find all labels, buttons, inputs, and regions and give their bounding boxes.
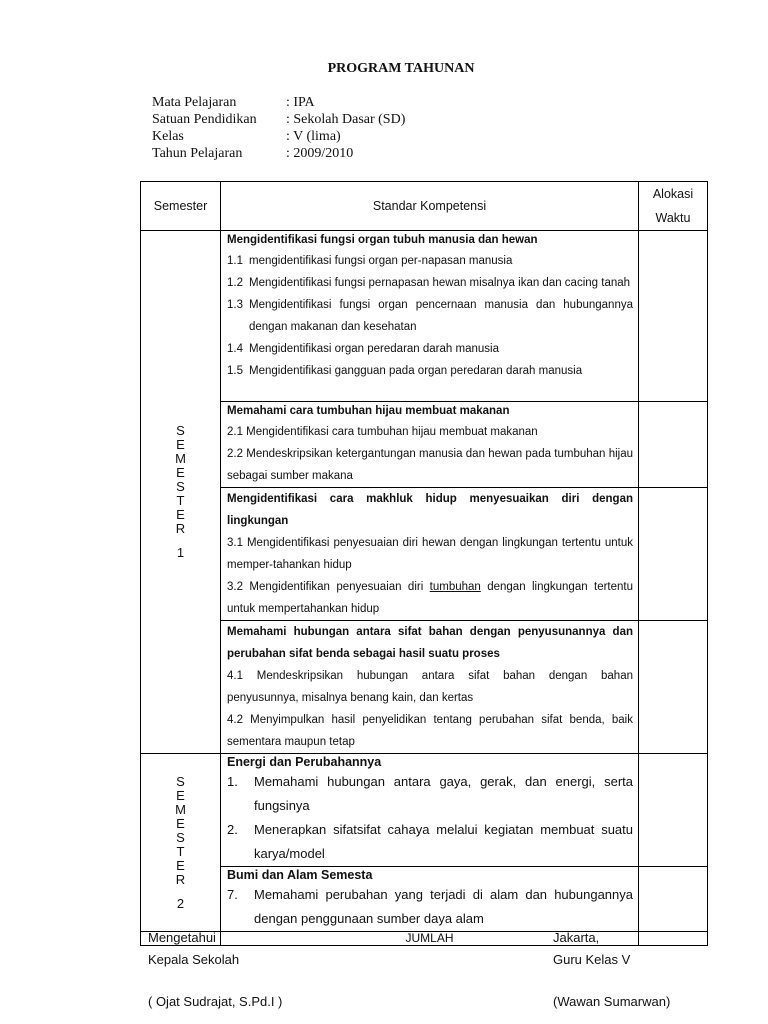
table-row (141, 754, 708, 867)
info-row-mapel (152, 94, 405, 111)
table-row (141, 402, 708, 488)
info-value: : IPA (286, 95, 315, 110)
kd-item: 1.5 Mengidentifikasi gangguan pada organ peredaran darah manusia (227, 365, 583, 377)
alokasi-cell (639, 754, 708, 867)
sk-heading: Mengidentifikasi cara makhluk hidup menyesuaikan diri dengan lingkungan (227, 493, 633, 527)
info-row-kelas (152, 128, 405, 145)
table-row (141, 231, 708, 402)
semester-2-word: SEMESTER (175, 773, 186, 887)
sk-heading: Mengidentifikasi fungsi organ tubuh manusia dan hewan (227, 234, 538, 246)
info-row-tahun (152, 145, 405, 162)
alokasi-cell (639, 488, 708, 621)
standar-kompetensi-s2-2 (221, 867, 639, 932)
kd-item: 1. Memahami hubungan antara gaya, gerak, dan energi, serta fungsinya (227, 774, 633, 813)
info-label: Satuan Pendidikan (152, 112, 257, 127)
document-title: PROGRAM TAHUNAN (327, 61, 475, 76)
table-row (141, 488, 708, 621)
header-standar-kompetensi: Standar Kompetensi (221, 182, 639, 231)
info-label: Kelas (152, 129, 184, 144)
signature-left-line2: Kepala Sekolah (148, 952, 240, 967)
sk-heading: Bumi dan Alam Semesta (227, 868, 373, 882)
semester-2-cell (141, 754, 221, 932)
kd-item: 7. Memahami perubahan yang terjadi di alam dan hubungannya dengan penggunaan sumber daya alam (227, 887, 633, 926)
signature-right-line1: Jakarta, (553, 930, 600, 945)
semester-2-label (174, 775, 188, 911)
identity-block (152, 94, 405, 162)
standar-kompetensi-3 (221, 488, 639, 621)
signature-left-name: ( Ojat Sudrajat, S.Pd.I ) (148, 994, 283, 1009)
info-label: Mata Pelajaran (152, 95, 237, 110)
semester-1-word: SEMESTER (175, 423, 186, 536)
table-row (141, 867, 708, 932)
sk-heading: Energi dan Perubahannya (227, 755, 382, 769)
jumlah-label: JUMLAH (221, 932, 639, 946)
signature-left (148, 927, 282, 1013)
sk-heading: Memahami cara tumbuhan hijau membuat makanan (227, 405, 510, 417)
semester-1-label (174, 424, 188, 560)
info-label: Tahun Pelajaran (152, 146, 243, 161)
header-alokasi-waktu (639, 182, 708, 231)
alokasi-cell (639, 402, 708, 488)
semester-1-cell (141, 231, 221, 754)
program-table (140, 181, 708, 946)
table-row (141, 621, 708, 754)
kd-item: 2.1 Mengidentifikasi cara tumbuhan hijau membuat makanan (227, 426, 538, 438)
signature-right-name: (Wawan Sumarwan) (553, 994, 671, 1009)
signature-right-line2: Guru Kelas V (553, 952, 631, 967)
kd-item: 3.1 Mengidentifikasi penyesuaian diri hewan dengan lingkungan tertentu untuk memper-tahankan hidup (227, 537, 633, 571)
kd-item: 4.2 Menyimpulkan hasil penyelidikan tentang perubahan sifat benda, baik sementara maupun tetap (227, 714, 633, 748)
info-row-satuan (152, 111, 405, 128)
info-value: : V (lima) (286, 129, 341, 144)
kd-item: 1.4 Mengidentifikasi organ peredaran darah manusia (227, 343, 499, 355)
signature-left-line1: Mengetahui (148, 930, 216, 945)
kd-item: 1.3 Mengidentifikasi fungsi organ pencernaan manusia dan hubungannya dengan makanan dan kesehatan (227, 299, 633, 333)
standar-kompetensi-4 (221, 621, 639, 754)
standar-kompetensi-1 (221, 231, 639, 402)
header-alokasi-line2: Waktu (655, 211, 691, 225)
header-alokasi-line1: Alokasi (652, 187, 694, 201)
standar-kompetensi-2 (221, 402, 639, 488)
standar-kompetensi-s2-1 (221, 754, 639, 867)
alokasi-cell (639, 867, 708, 932)
info-value: : 2009/2010 (286, 146, 354, 161)
underlined-word: tumbuhan (429, 581, 481, 593)
semester-2-number: 2 (176, 895, 185, 911)
kd-item: 2. Menerapkan sifatsifat cahaya melalui kegiatan membuat suatu karya/model (227, 822, 633, 861)
header-semester: Semester (141, 182, 221, 231)
alokasi-cell (639, 621, 708, 754)
kd-item: 1.2 Mengidentifikasi fungsi pernapasan hewan misalnya ikan dan cacing tanah (227, 277, 631, 289)
table-header-row (141, 182, 708, 231)
semester-1-number: 1 (176, 545, 185, 560)
kd-item: 4.1 Mendeskripsikan hubungan antara sifat bahan dengan bahan penyusunnya, misalnya benang kain, dan kertas (227, 670, 633, 704)
sk-heading: Memahami hubungan antara sifat bahan dengan penyusunannya dan perubahan sifat benda sebagai hasil suatu proses (227, 626, 633, 660)
kd-item: 1.1 mengidentifikasi fungsi organ per-napasan manusia (227, 255, 513, 267)
kd-item: 3.2 Mengidentifikan penyesuaian diri tumbuhan dengan lingkungan tertentu untuk mempertahankan hidup (227, 581, 634, 615)
signature-right (553, 927, 670, 1013)
alokasi-cell (639, 231, 708, 402)
info-value: : Sekolah Dasar (SD) (286, 112, 406, 127)
kd-item: 2.2 Mendeskripsikan ketergantungan manusia dan hewan pada tumbuhan hijau sebagai sumber makana (227, 448, 633, 482)
